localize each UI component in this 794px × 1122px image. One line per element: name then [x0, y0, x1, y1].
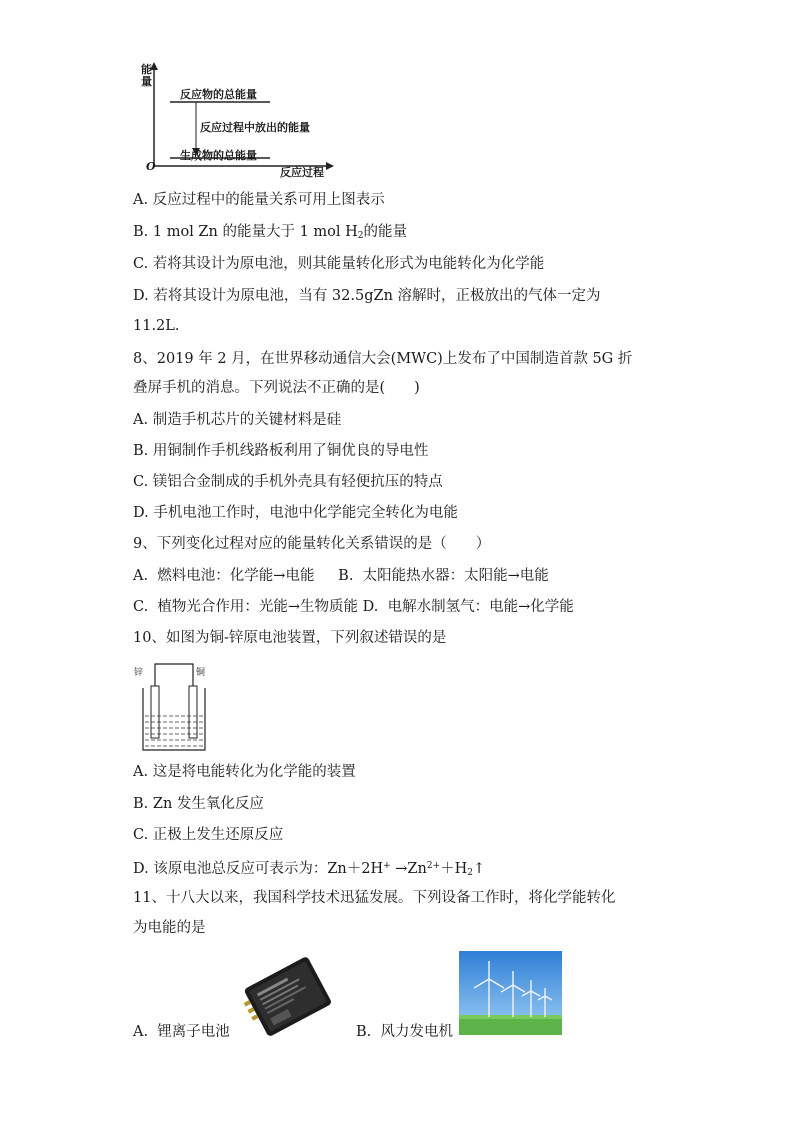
q8-option-b: B. 用铜制作手机线路板利用了铜优良的导电性: [133, 443, 429, 459]
q7-option-c: C. 若将其设计为原电池，则其能量转化形式为电能转化为化学能: [133, 256, 545, 272]
q8-stem-line1: 8、2019 年 2 月，在世界移动通信大会(MWC)上发布了中国制造首款 5G 折: [133, 351, 633, 367]
q7-option-d-cont: 11.2L.: [133, 318, 180, 334]
q11-stem-line1: 11、十八大以来，我国科学技术迅猛发展。下列设备工作时，将化学能转化: [133, 890, 616, 906]
copper-electrode-label: 铜: [196, 668, 206, 678]
q10-option-d: D. 该原电池总反应可表示为：$Zn+2H^+ \to Zn^{2+}+H_2↑$: [133, 861, 486, 878]
q8-stem-line2: 叠屏手机的消息。下列说法不正确的是( ): [133, 380, 420, 396]
q8-option-d: D. 手机电池工作时，电池中化学能完全转化为电能: [133, 505, 458, 521]
y-axis-label: 能量: [141, 63, 152, 88]
q10-option-b: B. Zn 发生氧化反应: [133, 796, 264, 812]
q8-option-c: C. 镁铝合金制成的手机外壳具有轻便抗压的特点: [133, 474, 443, 490]
q10-stem: 10、如图为铜-锌原电池装置，下列叙述错误的是: [133, 630, 447, 646]
q9-options-row1: A. 燃料电池：化学能→电能 B. 太阳能热水器：太阳能→电能: [133, 568, 549, 584]
q7-option-b: B. 1 mol Zn 的能量大于 1 mol $H_2$的能量: [133, 224, 408, 241]
q7-option-a: A. 反应过程中的能量关系可用上图表示: [133, 192, 385, 208]
x-axis-label: 反应过程: [280, 166, 324, 179]
q11-option-b: B. 风力发电机: [356, 1024, 453, 1040]
q10-option-c: C. 正极上发生还原反应: [133, 827, 284, 843]
products-label: 生成物的总能量: [180, 149, 257, 162]
released-energy-label: 反应过程中放出的能量: [200, 121, 310, 134]
q7-option-d: D. 若将其设计为原电池，当有 32.5gZn 溶解时，正极放出的气体一定为: [133, 288, 601, 304]
q8-option-a: A. 制造手机芯片的关键材料是硅: [133, 412, 342, 428]
wind-turbine-image: [459, 951, 562, 1035]
q11-option-a: A. 锂离子电池: [133, 1024, 230, 1040]
q9-options-row2: C. 植物光合作用：光能→生物质能 D. 电解水制氢气：电能→化学能: [133, 599, 574, 615]
zinc-electrode-label: 锌: [134, 668, 144, 678]
q10-option-a: A. 这是将电能转化为化学能的装置: [133, 764, 356, 780]
q9-stem: 9、下列变化过程对应的能量转化关系错误的是（ ）: [133, 536, 491, 552]
lithium-battery-image: [240, 956, 335, 1038]
reactants-label: 反应物的总能量: [180, 88, 257, 101]
q11-stem-line2: 为电能的是: [133, 920, 206, 936]
origin-label: O: [146, 160, 156, 173]
